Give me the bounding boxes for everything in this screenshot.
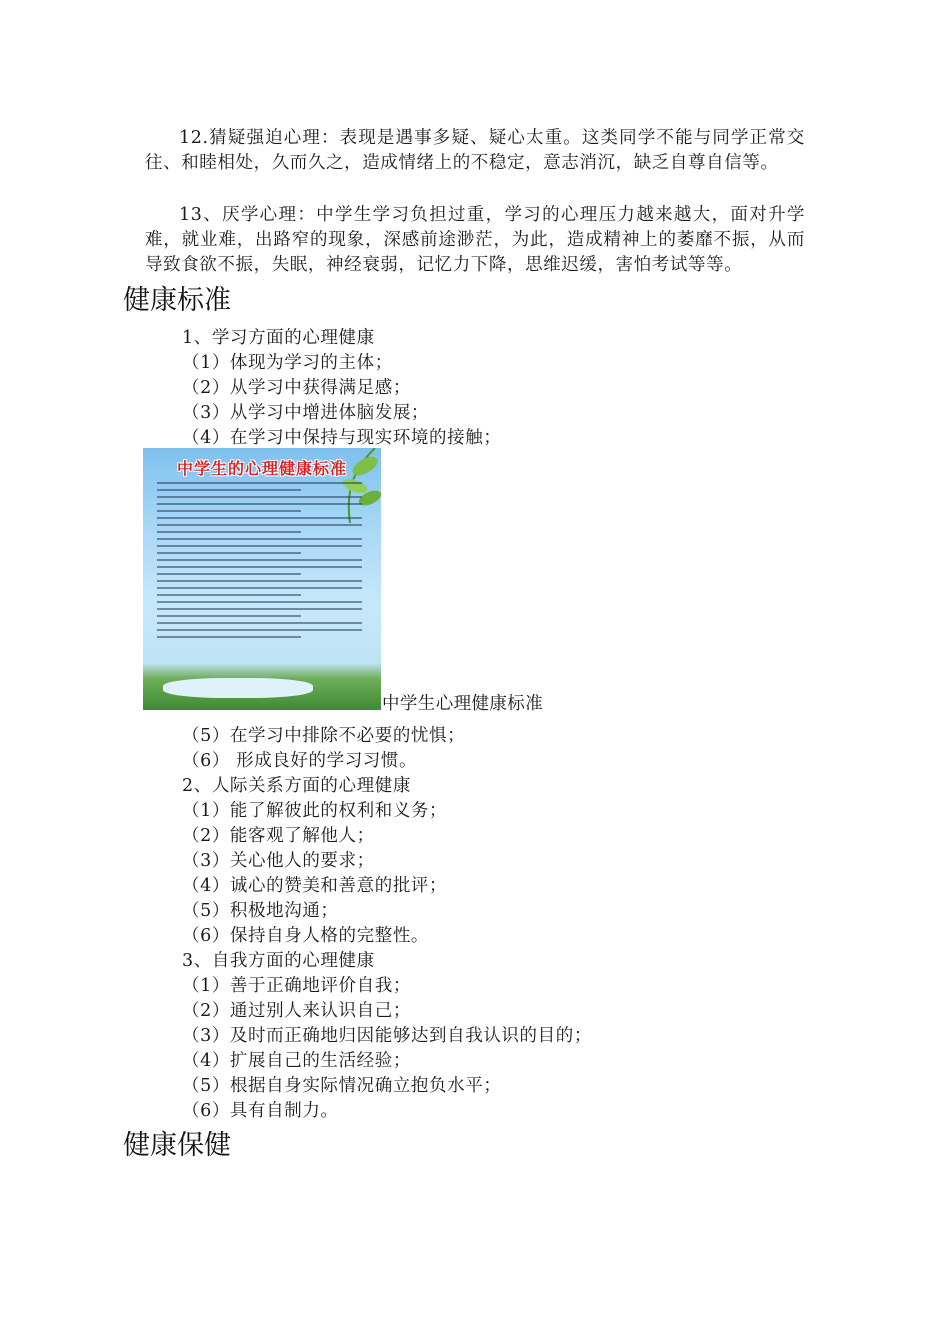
list-item: （2）能客观了解他人； bbox=[182, 826, 375, 846]
subsection-title-social: 2、人际关系方面的心理健康 bbox=[182, 776, 411, 796]
list-item: （5）根据自身实际情况确立抱负水平； bbox=[182, 1076, 502, 1096]
image-caption: 中学生心理健康标准 bbox=[382, 694, 544, 714]
list-item: （3）从学习中增进体脑发展； bbox=[182, 403, 430, 423]
list-item: （4）在学习中保持与现实环境的接触； bbox=[182, 428, 502, 448]
subsection-title-self: 3、自我方面的心理健康 bbox=[182, 951, 375, 971]
poster-water bbox=[163, 678, 313, 698]
list-item: （2）通过别人来认识自己； bbox=[182, 1001, 411, 1021]
list-item: （3）关心他人的要求； bbox=[182, 851, 375, 871]
list-item: （1）能了解彼此的权利和义务； bbox=[182, 801, 448, 821]
subsection-title-study: 1、学习方面的心理健康 bbox=[182, 328, 375, 348]
list-item: （1）体现为学习的主体； bbox=[182, 353, 393, 373]
paragraph-item-12: 12.猜疑强迫心理：表现是遇事多疑、疑心太重。这类同学不能与同学正常交往、和睦相处，久而久之，造成情绪上的不稳定，意志消沉，缺乏自尊自信等。 bbox=[145, 128, 805, 173]
list-item: （5）积极地沟通； bbox=[182, 901, 339, 921]
list-item: （6） 形成良好的学习习惯。 bbox=[182, 751, 418, 771]
list-item: （6）保持自身人格的完整性。 bbox=[182, 926, 430, 946]
poster-body-text bbox=[157, 482, 362, 643]
list-item: （5）在学习中排除不必要的忧惧； bbox=[182, 726, 466, 746]
poster-image bbox=[143, 448, 381, 710]
paragraph-item-13: 13、厌学心理：中学生学习负担过重，学习的心理压力越来越大，面对升学难，就业难，出路窄的现象，深感前途渺茫，为此，造成精神上的萎靡不振，从而导致食欲不振，失眠，神经衰弱，记忆力下降，思维迟缓，害怕考试等等。 bbox=[145, 205, 805, 275]
list-item: （6）具有自制力。 bbox=[182, 1101, 339, 1121]
list-item: （3）及时而正确地归因能够达到自我认识的目的； bbox=[182, 1026, 592, 1046]
list-item: （4）扩展自己的生活经验； bbox=[182, 1051, 411, 1071]
list-item: （4）诚心的赞美和善意的批评； bbox=[182, 876, 448, 896]
section-heading-care: 健康保健 bbox=[123, 1130, 231, 1161]
list-item: （1）善于正确地评价自我； bbox=[182, 976, 411, 996]
section-heading-standards: 健康标准 bbox=[123, 285, 231, 316]
poster-title: 中学生的心理健康标准 bbox=[176, 459, 347, 478]
list-item: （2）从学习中获得满足感； bbox=[182, 378, 411, 398]
